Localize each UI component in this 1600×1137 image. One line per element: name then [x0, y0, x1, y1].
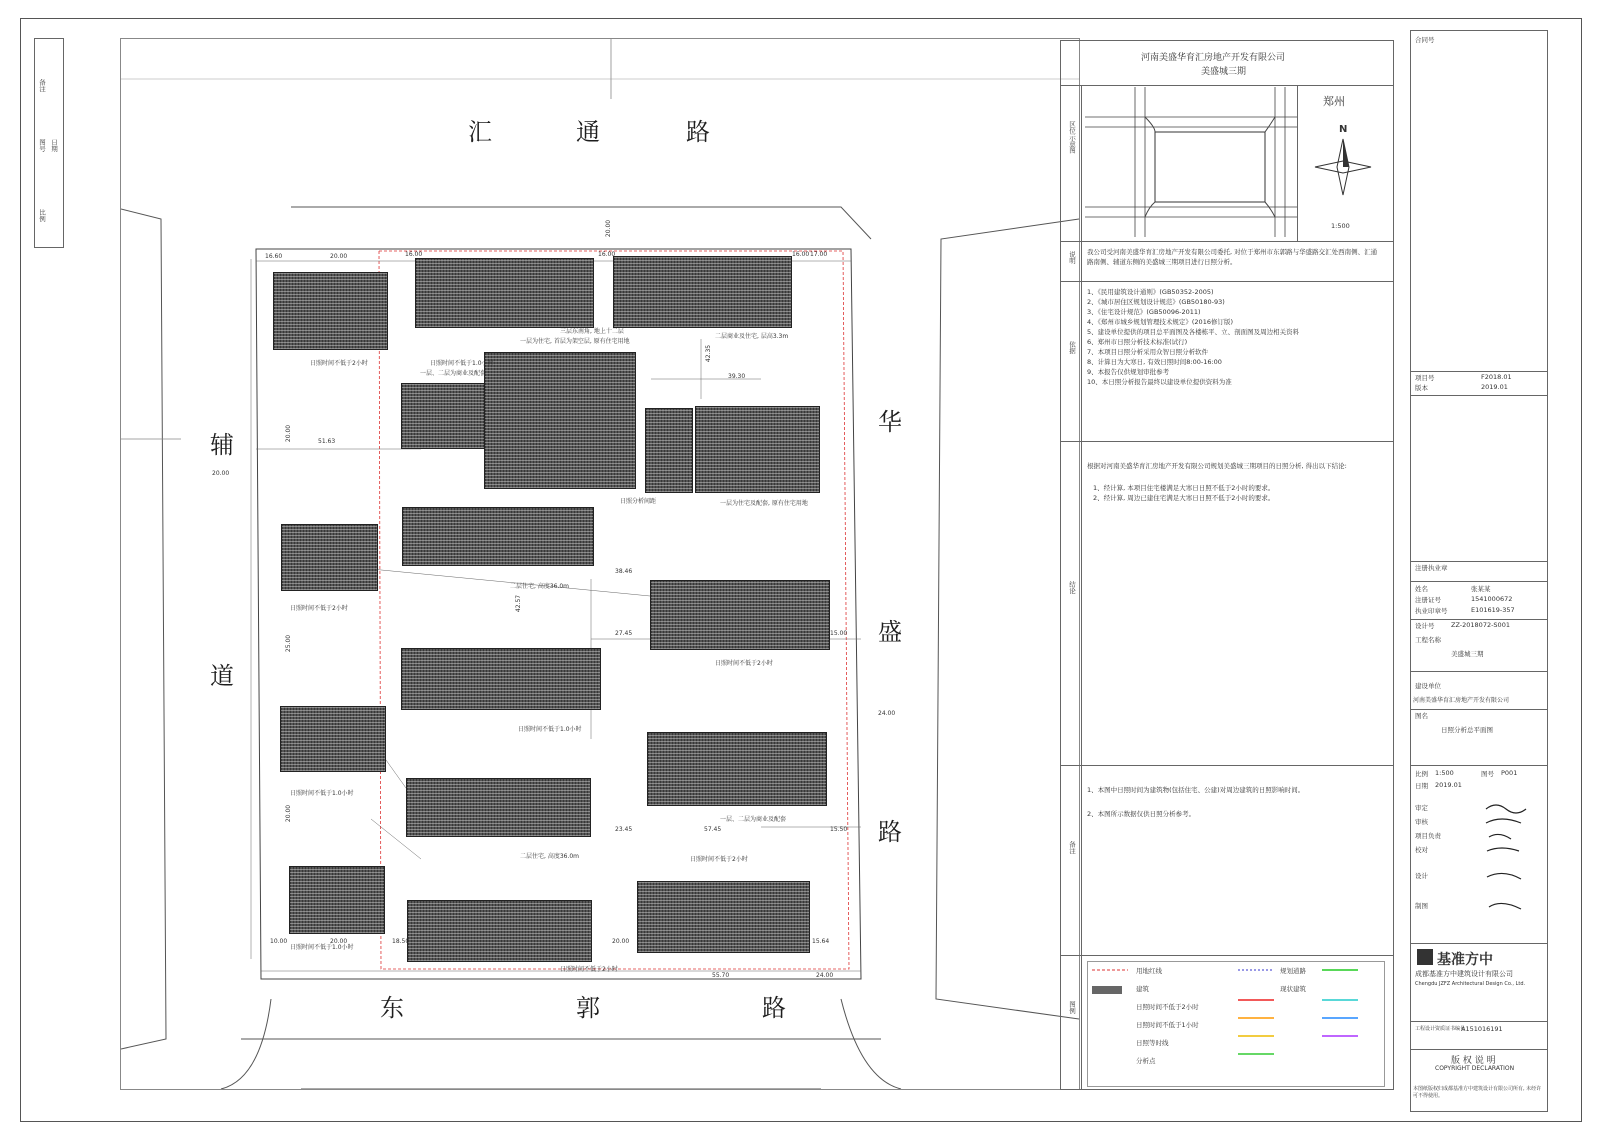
- legend-label: 建筑: [1136, 985, 1149, 993]
- signature-scribbles: [1481, 801, 1541, 941]
- strip-label: 图名: [1415, 712, 1428, 720]
- building: [650, 580, 830, 650]
- road-south-char: 路: [762, 994, 786, 1022]
- legend-swatches: [1088, 962, 1384, 1086]
- city-label: 郑州: [1323, 95, 1345, 108]
- remarks-item: 2、本图所示数据仅供日照分析参考。: [1087, 810, 1196, 818]
- dimension-label: 24.00: [878, 710, 896, 717]
- copyright-title: 版 权 说 明: [1451, 1056, 1496, 1066]
- dimension-label: 39.30: [728, 373, 746, 380]
- dimension-label: 16.60: [265, 253, 283, 260]
- basis-item: 4、《郑州市城乡规划管理技术规定》(2016修订版): [1087, 318, 1233, 326]
- dimension-label: 16.00: [598, 251, 616, 258]
- location-map: [1085, 87, 1297, 237]
- strip-label: 设计号: [1415, 622, 1435, 630]
- road-west-char: 道: [210, 662, 234, 690]
- strip-label: 图号: [1481, 770, 1494, 778]
- signature-label: 项目负责: [1415, 832, 1441, 840]
- building: [280, 706, 386, 772]
- building: [273, 272, 388, 350]
- divider: [1061, 85, 1393, 86]
- left-strip-label: 日期: [50, 139, 58, 152]
- signature-label: 审核: [1415, 818, 1428, 826]
- building-note: 日照时间不低于2小时: [690, 856, 748, 863]
- building: [647, 732, 827, 806]
- building: [281, 524, 378, 591]
- dimension-label: 42.35: [705, 344, 713, 363]
- divider: [1411, 1021, 1547, 1022]
- dimension-label: 24.00: [816, 972, 834, 979]
- road-west-char: 辅: [210, 431, 234, 459]
- strip-value: ZZ-2018072-S001: [1451, 621, 1510, 629]
- building-note: 二层商业及住宅, 层高3.3m: [715, 333, 789, 340]
- strip-label: 建设单位: [1415, 682, 1441, 690]
- building: [695, 406, 820, 493]
- strip-label: 执业印章号: [1415, 607, 1448, 615]
- strip-label: 比例: [1415, 770, 1428, 778]
- section-label: 区位示意图: [1068, 121, 1076, 154]
- strip-label: 版本: [1415, 384, 1428, 392]
- company-header: 河南美盛华育汇房地产开发有限公司: [1141, 53, 1286, 63]
- building-note: 日照时间不低于2小时: [290, 605, 348, 612]
- road-north-char: 汇: [468, 118, 492, 146]
- building: [484, 352, 636, 489]
- explanation-text: 我公司受河南美盛华育汇房地产开发有限公司委托, 对位于郑州市东郭路与华盛路交汇处西南侧、汇通路南侧、辅道东侧的美盛城三期项目进行日照分析。: [1087, 248, 1378, 266]
- divider: [1061, 765, 1393, 766]
- legend-label: 日照时间不低于2小时: [1136, 1003, 1199, 1011]
- building-note: 日照分析间距: [620, 498, 657, 505]
- divider: [1411, 395, 1547, 396]
- firm-logo-icon: [1417, 949, 1433, 965]
- cert-label: 工程设计资质证书编号: [1415, 1026, 1466, 1032]
- copyright-en: COPYRIGHT DECLARATION: [1435, 1065, 1515, 1072]
- dimension-label: 20.00: [285, 424, 293, 443]
- strip-label: 工程名称: [1415, 636, 1441, 644]
- basis-item: 6、郑州市日照分析技术标准(试行): [1087, 338, 1188, 346]
- section-label: 结论: [1068, 581, 1076, 594]
- divider: [1061, 955, 1393, 956]
- strip-label: 姓名: [1415, 585, 1428, 593]
- strip-value: F2018.01: [1481, 373, 1512, 381]
- building: [613, 256, 792, 328]
- strip-label: 日期: [1415, 782, 1428, 790]
- divider: [1411, 1049, 1547, 1050]
- strip-label: 项目号: [1415, 374, 1435, 382]
- dimension-label: 15.50: [830, 826, 848, 833]
- legend-box: [1087, 961, 1385, 1087]
- divider: [1411, 765, 1547, 766]
- building-note: 一层为住宅及配套, 原有住宅用地: [720, 500, 808, 507]
- dimension-label: 23.45: [615, 826, 633, 833]
- info-panel: [1060, 40, 1394, 1090]
- signature-label: 校对: [1415, 846, 1428, 854]
- dimension-label: 16.00: [405, 251, 423, 258]
- building: [637, 881, 810, 953]
- section-label: 说明: [1068, 251, 1076, 264]
- building-note: 二层住宅, 高度36.0m: [510, 583, 570, 590]
- building: [406, 778, 591, 837]
- project-name: 美盛城三期: [1201, 67, 1247, 77]
- divider: [1411, 709, 1547, 710]
- divider: [1411, 561, 1547, 562]
- basis-item: 7、本项目日照分析采用众智日照分析软件: [1087, 348, 1209, 356]
- building: [402, 507, 594, 566]
- firm-name: 成都基准方中建筑设计有限公司: [1415, 970, 1513, 978]
- strip-value: 2019.01: [1435, 781, 1462, 789]
- dimension-label: 10.00: [270, 938, 288, 945]
- strip-value: 美盛城三期: [1451, 650, 1484, 658]
- dimension-label: 18.50: [392, 938, 410, 945]
- strip-value: 2019.01: [1481, 383, 1508, 391]
- strip-value: E101619-357: [1471, 606, 1515, 614]
- legend-label: 日照等时线: [1136, 1039, 1169, 1047]
- divider: [1411, 371, 1547, 372]
- cert-number: A151016191: [1461, 1025, 1503, 1033]
- building-note: 二层住宅, 高度36.0m: [520, 853, 580, 860]
- divider: [1411, 943, 1547, 944]
- dimension-label: 15.00: [830, 630, 848, 637]
- dimension-label: 27.45: [615, 630, 633, 637]
- road-north-char: 通: [576, 118, 600, 146]
- road-north-char: 路: [686, 118, 710, 146]
- firm-name-en: Chengdu JZFZ Architectural Design Co., Ltd.: [1415, 981, 1526, 987]
- building-note: 一层、二层为商业及配套: [720, 816, 787, 823]
- building-note: 一层为住宅, 首层为架空层, 原有住宅用地: [520, 338, 630, 345]
- strip-value: 河南美盛华育汇房地产开发有限公司: [1413, 697, 1510, 704]
- building-note: 日照时间不低于2小时: [715, 660, 773, 667]
- site-plan-lines: [121, 39, 1079, 1089]
- scale-label: 1:500: [1331, 222, 1350, 230]
- building-note: 日照时间不低于1.0小时: [430, 360, 494, 367]
- dimension-label: 20.00: [212, 470, 230, 477]
- divider: [1061, 441, 1393, 442]
- dimension-label: 51.63: [318, 438, 336, 445]
- divider: [1061, 281, 1393, 282]
- basis-list: [1087, 287, 1383, 387]
- legend-label: 规划道路: [1280, 967, 1306, 975]
- left-strip-label: 比例: [38, 209, 46, 222]
- conclusion-item: 1、经计算, 本项目住宅楼满足大寒日日照不低于2小时的要求。: [1093, 484, 1275, 492]
- dimension-label: 55.70: [712, 972, 730, 979]
- road-south-char: 东: [380, 994, 404, 1022]
- road-south-char: 郭: [576, 994, 600, 1022]
- divider: [1061, 241, 1393, 242]
- building-note: 日照时间不低于1.0小时: [290, 790, 354, 797]
- left-strip-label: 图号: [38, 139, 46, 152]
- dimension-label: 42.57: [515, 594, 523, 613]
- dimension-label: 15.64: [812, 938, 830, 945]
- basis-item: 5、建设单位提供的项目总平面图及各楼栋平、立、剖面图及周边相关资料: [1087, 328, 1300, 336]
- building: [289, 866, 385, 934]
- divider: [1411, 671, 1547, 672]
- north-arrow-icon: [1313, 137, 1373, 197]
- basis-item: 8、计算日为大寒日, 有效日照时间8:00-16:00: [1087, 358, 1222, 366]
- building-note: 日照时间不低于2小时: [560, 966, 618, 973]
- building: [401, 648, 601, 710]
- building-note: 一层、二层为商业及配套: [420, 370, 487, 377]
- strip-value: 张某某: [1471, 585, 1491, 593]
- road-east-char: 盛: [878, 618, 902, 646]
- divider: [1411, 619, 1547, 620]
- dimension-label: 57.45: [704, 826, 722, 833]
- strip-value: 日照分析总平面图: [1441, 726, 1493, 734]
- firm-logo-text: 基准方中: [1437, 952, 1493, 968]
- copyright-text: 本图纸版权归成都基准方中建筑设计有限公司所有, 未经许可不得使用。: [1413, 1086, 1542, 1099]
- section-label: 备注: [1068, 841, 1076, 854]
- title-strip: [1410, 30, 1548, 1112]
- road-east-char: 华: [878, 408, 902, 436]
- signature-label: 审定: [1415, 804, 1428, 812]
- dimension-label: 20.00: [285, 804, 293, 823]
- conclusion-item: 2、经计算, 周边已建住宅满足大寒日日照不低于2小时的要求。: [1093, 494, 1275, 502]
- basis-item: 3、《住宅设计规范》(GB50096-2011): [1087, 308, 1201, 316]
- building-note: 三层东南角, 地上十二层: [560, 328, 624, 335]
- building: [407, 900, 592, 962]
- strip-label: 注册执业章: [1415, 564, 1448, 572]
- dimension-label: 16.00: [792, 251, 810, 258]
- dimension-label: 20.00: [612, 938, 630, 945]
- building: [645, 408, 693, 493]
- dimension-label: 20.00: [605, 219, 613, 238]
- signature-label: 设计: [1415, 872, 1428, 880]
- conclusion-text: 根据对河南美盛华育汇房地产开发有限公司规划美盛城三期项目的日照分析, 得出以下结论:: [1087, 462, 1347, 470]
- dimension-label: 38.46: [615, 568, 633, 575]
- strip-value: 1:500: [1435, 769, 1454, 777]
- building-note: 日照时间不低于1.0小时: [290, 944, 354, 951]
- basis-item: 9、本报告仅供规划审批参考: [1087, 368, 1170, 376]
- dimension-label: 20.00: [330, 938, 348, 945]
- building-note: 日照时间不低于2小时: [310, 360, 368, 367]
- strip-value: P001: [1501, 769, 1518, 777]
- dimension-label: 20.00: [330, 253, 348, 260]
- building-note: 日照时间不低于1.0小时: [518, 726, 582, 733]
- section-label: 图例: [1068, 1001, 1076, 1014]
- left-strip: [34, 38, 64, 248]
- road-east-char: 路: [878, 818, 902, 846]
- divider: [1297, 85, 1298, 241]
- section-label: 依据: [1068, 341, 1076, 354]
- basis-item: 1、《民用建筑设计通则》(GB50352-2005): [1087, 288, 1214, 296]
- site-plan-frame: [120, 38, 1080, 1090]
- basis-item: 10、本日照分析报告最终以建设单位提供资料为准: [1087, 378, 1232, 386]
- dimension-label: 17.00: [810, 251, 828, 258]
- basis-item: 2、《城市居住区规划设计规范》(GB50180-93): [1087, 298, 1225, 306]
- dimension-label: 25.00: [285, 634, 293, 653]
- title-strip-header: 合同号: [1415, 36, 1435, 44]
- strip-value: 1541000672: [1471, 595, 1513, 603]
- left-strip-label: 备注: [38, 79, 46, 92]
- legend-label: 用地红线: [1136, 967, 1162, 975]
- signature-label: 制图: [1415, 902, 1428, 910]
- building: [415, 258, 594, 328]
- remarks-item: 1、本图中日照时间为建筑物(包括住宅、公建)对周边建筑的日照影响时间。: [1087, 786, 1305, 794]
- legend-label: 现状建筑: [1280, 985, 1306, 993]
- strip-label: 注册证号: [1415, 596, 1441, 604]
- legend-label: 分析点: [1136, 1057, 1156, 1065]
- divider: [1081, 85, 1082, 1089]
- north-label: N: [1339, 124, 1348, 135]
- legend-label: 日照时间不低于1小时: [1136, 1021, 1199, 1029]
- divider: [1411, 581, 1547, 582]
